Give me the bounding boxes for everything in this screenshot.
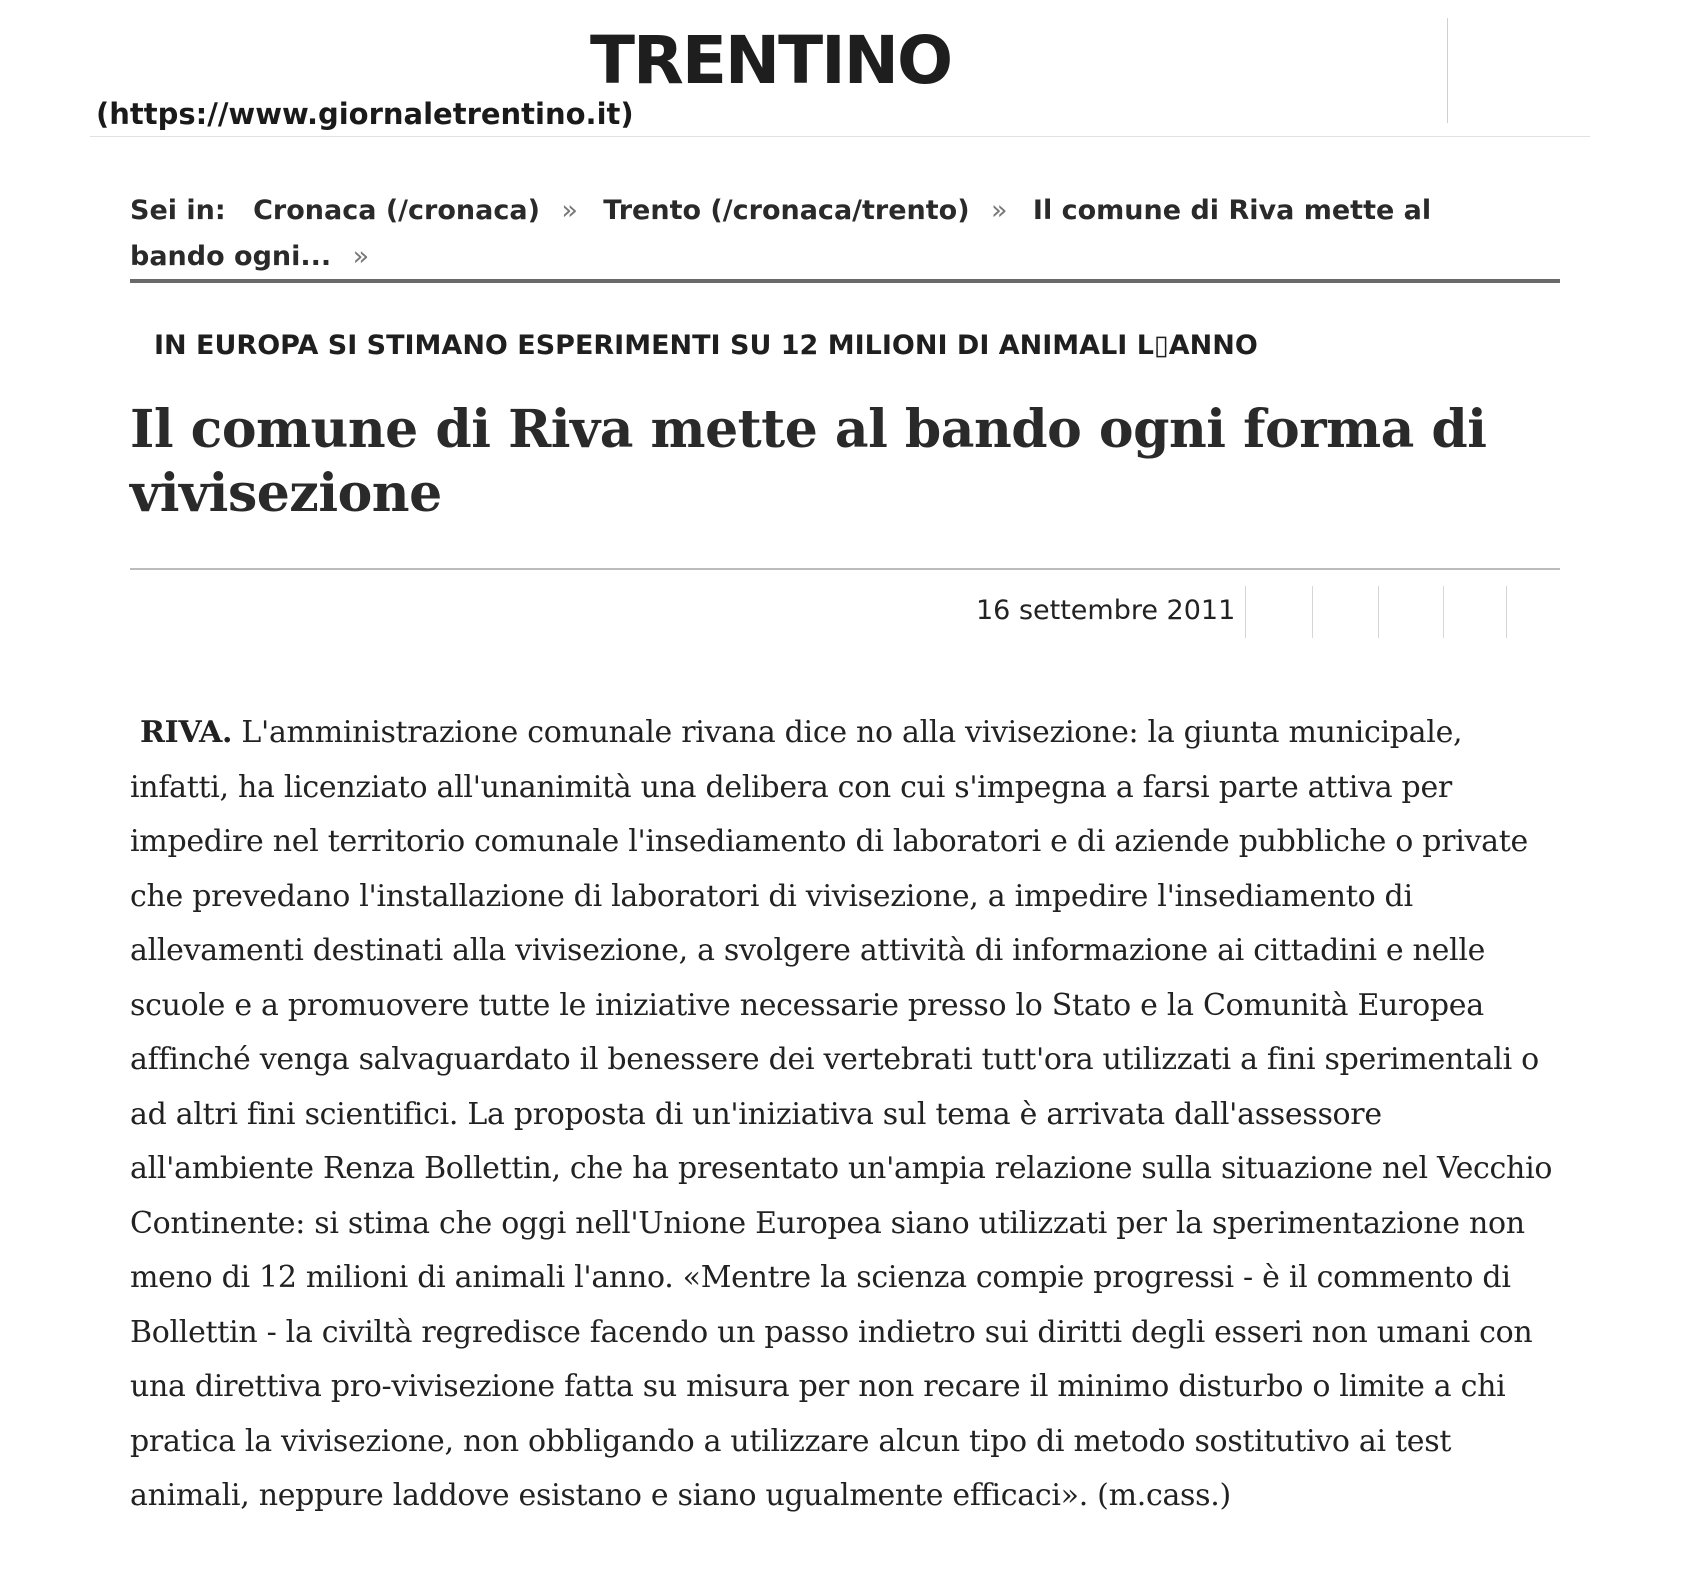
breadcrumb-item-current-article[interactable]: Il comune di Riva mette al bando ogni... [130, 195, 1432, 272]
publication-date: 16 settembre 2011 [976, 595, 1236, 626]
breadcrumb-separator: » [352, 241, 370, 272]
share-divider [1443, 586, 1444, 638]
breadcrumb-label: Sei in: [130, 195, 226, 226]
article-text: L'amministrazione comunale rivana dice no alla vivisezione: la giunta municipale, infatti, ha licenziato all'unanimità una delibera con cui s'impegna a farsi parte attiva per impedire nel territorio comunale l'insediamento di laboratori e di aziende pubbliche o private che prevedano l'installazione di laboratori di vivisezione, a impedire l'insediamento di allevamenti destinati alla vivisezione, a svolgere attività di informazione ai cittadini e nelle scuole e a promuovere tutte le iniziative necessarie presso lo Stato e la Comunità Europea affinché venga salvaguardato il benessere dei vertebrati tutt'ora utilizzati a fini sperimentali o ad altri fini scientifici. La proposta di un'iniziativa sul tema è arrivata dall'assessore all'ambiente Renza Bollettin, che ha presentato un'ampia relazione sulla situazione nel Vecchio Continente: si stima che oggi nell'Unione Europea siano utilizzati per la sperimentazione non meno di 12 milioni di animali l'anno. «Mentre la scienza compie progressi - è il commento di Bollettin - la civiltà regredisce facendo un passo indietro sui diritti degli esseri non umani con una direttiva pro-vivisezione fatta su misura per non recare il minimo disturbo o limite a chi pratica la vivisezione, non obbligando a utilizzare alcun tipo di metodo sostitutivo ai test animali, neppure laddove esistano e siano ugualmente efficaci». (m.cass.) [130, 715, 1553, 1513]
headline-rule [130, 568, 1560, 570]
article-body [130, 706, 1570, 1524]
site-url: (https://www.giornaletrentino.it) [96, 97, 634, 131]
header-divider [1447, 18, 1448, 123]
breadcrumb-separator: » [990, 195, 1008, 226]
breadcrumb-rule [130, 279, 1560, 283]
share-divider [1245, 586, 1246, 638]
share-divider [1378, 586, 1379, 638]
breadcrumb-item-trento[interactable]: Trento (/cronaca/trento) [603, 195, 970, 226]
article-headline: Il comune di Riva mette al bando ogni forma di vivisezione [130, 399, 1487, 524]
breadcrumb [130, 188, 1490, 280]
newspaper-masthead: TRENTINO [590, 22, 952, 99]
article-dateline: RIVA. [140, 715, 233, 750]
share-divider [1312, 586, 1313, 638]
header-rule [90, 136, 1590, 137]
share-divider [1506, 586, 1507, 638]
breadcrumb-separator: » [561, 195, 578, 226]
breadcrumb-item-cronaca[interactable]: Cronaca (/cronaca) [253, 195, 540, 226]
article-kicker: IN EUROPA SI STIMANO ESPERIMENTI SU 12 MILIONI DI ANIMALI L▯ANNO [154, 330, 1258, 361]
